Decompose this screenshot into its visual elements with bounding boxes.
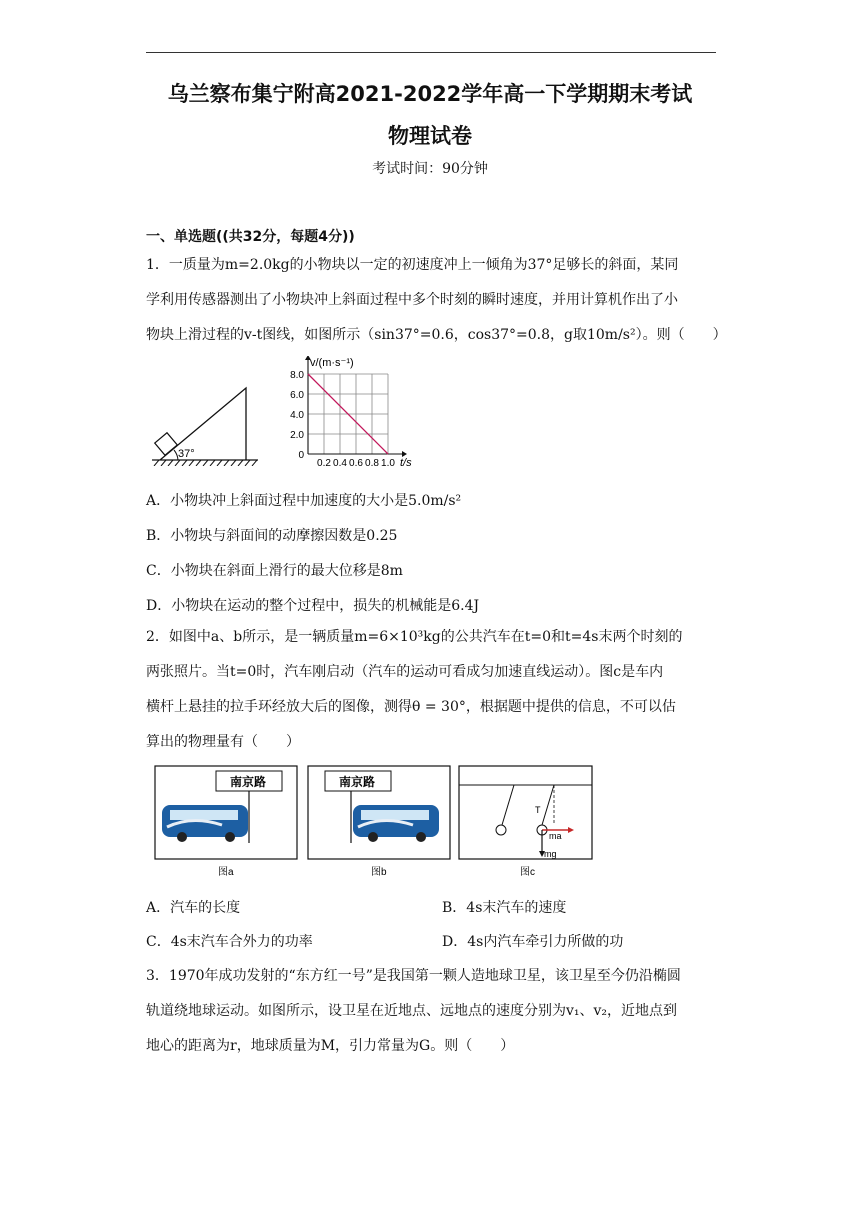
y-tick-label: 6.0 [290,390,304,401]
x-tick-label: 0.4 [333,458,347,469]
q3-line-3: 地心的距离为r，地球质量为M，引力常量为G。则（ ） [146,1038,515,1054]
q1-line-1: 1．一质量为m=2.0kg的小物块以一定的初速度冲上一倾角为37°足够长的斜面，某同 [146,257,679,273]
q2-option-d: D．4s内汽车牵引力所做的功 [442,934,624,950]
q3-line-2: 轨道绕地球运动。如图所示，设卫星在近地点、远地点的速度分别为v₁、v₂，近地点到 [146,1003,678,1019]
section-heading: 一、单选题((共32分，每题4分)) [146,229,355,245]
x-tick-label: 0.6 [349,458,363,469]
q1-line-2: 学利用传感器测出了小物块冲上斜面过程中多个时刻的瞬时速度，并用计算机作出了小 [146,292,678,308]
figure-b [307,765,451,880]
figure-c [458,765,598,880]
figure-a [154,765,298,880]
q1-line-3: 物块上滑过程的v-t图线，如图所示（sin37°=0.6，cos37°=0.8，g取10m/s²）。则（ ） [146,327,727,343]
q1-option-d: D．小物块在运动的整个过程中，损失的机械能是6.4J [146,598,480,614]
exam-duration: 考试时间：90分钟 [372,161,488,177]
incline-figure [148,384,263,466]
x-tick-label: 0.2 [317,458,331,469]
vt-chart [282,356,422,472]
exam-title: 乌兰察布集宁附高2021-2022学年高一下学期期末考试 [167,82,693,106]
q3-line-1: 3．1970年成功发射的“东方红一号”是我国第一颗人造地球卫星，该卫星至今仍沿椭圆 [146,968,681,984]
q2-line-3: 横杆上悬挂的拉手环经放大后的图像，测得θ = 30°，根据题中提供的信息，不可以估 [146,699,676,715]
y-tick-label: 2.0 [290,430,304,441]
y-tick-label: 4.0 [290,410,304,421]
figure-c-caption: 图c [520,867,535,878]
ring-left [496,825,506,835]
q1-option-a: A．小物块冲上斜面过程中加速度的大小是5.0m/s² [146,493,462,509]
chart-xlabel: t/s [400,457,412,469]
q2-option-c: C．4s末汽车合外力的功率 [146,934,313,950]
bus [353,805,439,842]
mg-label: mg [544,849,557,859]
q2-line-2: 两张照片。当t=0时，汽车刚启动（汽车的运动可看成匀加速直线运动）。图c是车内 [146,664,664,680]
header-rule [146,52,716,53]
street-sign-text: 南京路 [230,775,267,789]
q2-option-b: B．4s末汽车的速度 [442,900,567,916]
tension-label: T [535,805,541,815]
bus [162,805,248,842]
angle-label: 37° [178,448,195,460]
q2-line-4: 算出的物理量有（ ） [146,734,300,750]
y-tick-label: 8.0 [290,370,304,381]
ma-label: ma [549,831,562,841]
exam-subject: 物理试卷 [388,124,472,148]
x-tick-label: 1.0 [381,458,395,469]
chart-ylabel: v/(m·s⁻¹) [310,357,354,369]
figure-b-caption: 图b [371,867,387,878]
q2-option-a: A．汽车的长度 [146,900,241,916]
q1-option-c: C．小物块在斜面上滑行的最大位移是8m [146,563,403,579]
ground-hatching [154,460,257,466]
x-tick-label: 0.8 [365,458,379,469]
figure-a-caption: 图a [218,867,234,878]
street-sign-text: 南京路 [339,775,376,789]
block [155,433,178,456]
q1-option-b: B．小物块与斜面间的动摩擦因数是0.25 [146,528,398,544]
q2-line-1: 2．如图中a、b所示，是一辆质量m=6×10³kg的公共汽车在t=0和t=4s末两个时刻的 [146,629,683,645]
y-tick-label: 0 [298,450,304,461]
